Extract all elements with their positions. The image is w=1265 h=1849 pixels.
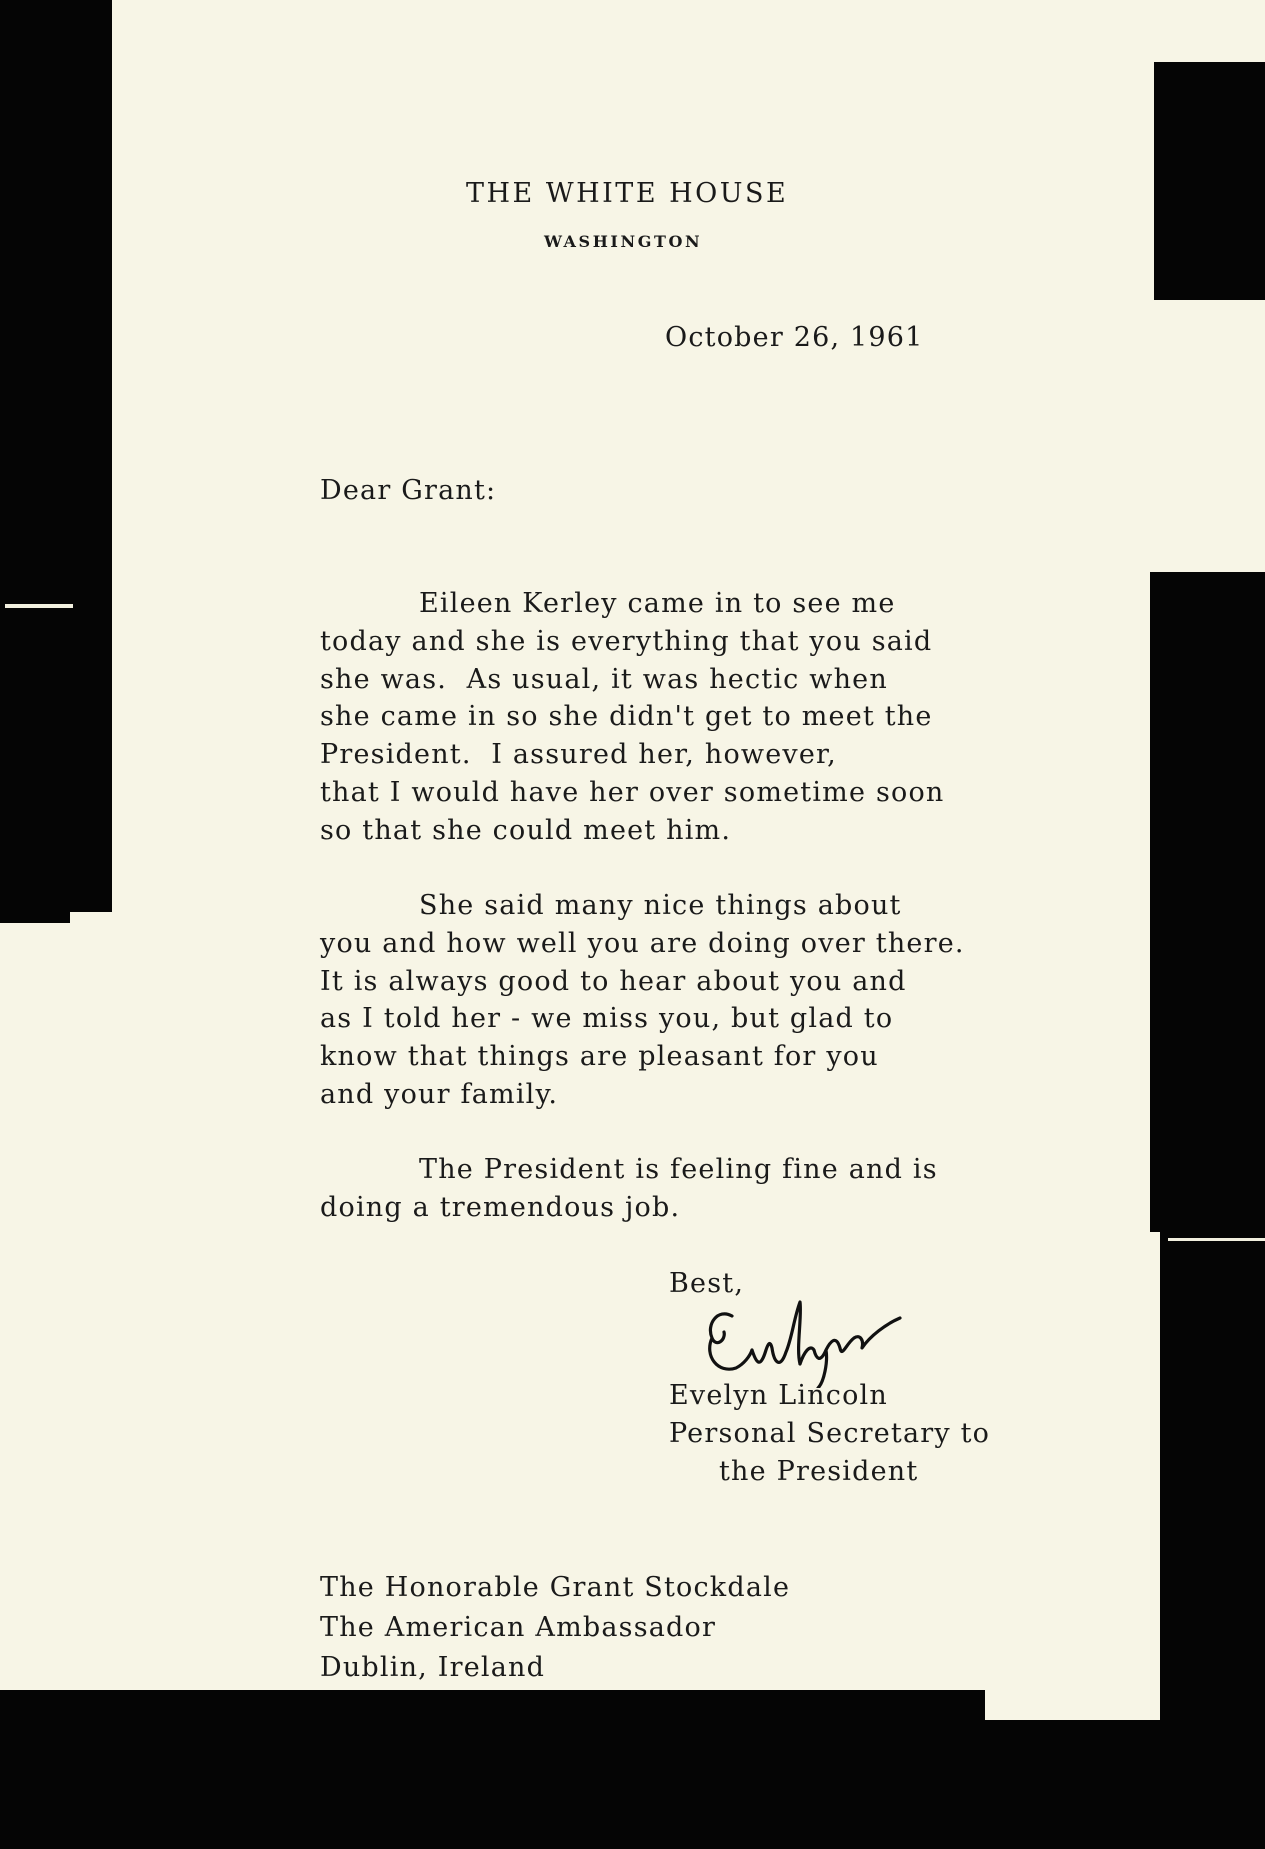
- closing: Best,: [669, 1268, 745, 1299]
- paragraph-line: as I told her - we miss you, but glad to: [320, 1003, 894, 1035]
- signer-name: Evelyn Lincoln: [669, 1380, 888, 1411]
- address-line: The Honorable Grant Stockdale: [320, 1572, 791, 1603]
- paragraph-line: today and she is everything that you said: [320, 625, 933, 657]
- scan-margin-right: [1160, 572, 1265, 1732]
- paragraph-line: The President is feeling fine and is: [419, 1154, 938, 1185]
- paragraph-line: Eileen Kerley came in to see me: [419, 588, 896, 619]
- scan-margin-bottom-right: [975, 1720, 1265, 1849]
- scan-artifact-line: [1168, 1238, 1265, 1241]
- paragraph-line: that I would have her over sometime soon: [320, 776, 945, 808]
- signer-title-line-2: the President: [719, 1456, 919, 1487]
- paragraph-line: she came in so she didn't get to meet the: [320, 701, 933, 733]
- paragraph-line: you and how well you are doing over there.: [320, 927, 965, 959]
- paragraph-3: [320, 1151, 938, 1227]
- paragraph-line: doing a tremendous job.: [320, 1191, 681, 1223]
- address-line: Dublin, Ireland: [320, 1652, 546, 1683]
- paragraph-line: She said many nice things about: [419, 890, 902, 921]
- letterhead-subtitle: WASHINGTON: [544, 232, 703, 251]
- paragraph-line: so that she could meet him.: [320, 814, 732, 846]
- paragraph-2: [320, 887, 965, 1114]
- scan-margin-right-top: [1154, 62, 1265, 300]
- scan-margin-left-tip: [0, 905, 70, 923]
- signer-title-line-1: Personal Secretary to: [669, 1418, 991, 1449]
- scan-artifact-line: [5, 604, 73, 608]
- letter-date: October 26, 1961: [665, 322, 924, 353]
- paragraph-line: It is always good to hear about you and: [320, 965, 907, 997]
- recipient-address: [320, 1568, 790, 1688]
- paragraph-1: [320, 585, 945, 850]
- paragraph-line: she was. As usual, it was hectic when: [320, 663, 888, 695]
- handwritten-signature: [700, 1278, 910, 1388]
- scan-margin-left: [0, 0, 112, 912]
- paragraph-line: know that things are pleasant for you: [320, 1041, 879, 1073]
- letterhead-title: THE WHITE HOUSE: [466, 178, 789, 209]
- paragraph-line: and your family.: [320, 1078, 559, 1110]
- scan-margin-bottom: [0, 1690, 985, 1849]
- paragraph-line: President. I assured her, however,: [320, 739, 837, 771]
- address-line: The American Ambassador: [320, 1612, 717, 1643]
- salutation: Dear Grant:: [320, 475, 497, 506]
